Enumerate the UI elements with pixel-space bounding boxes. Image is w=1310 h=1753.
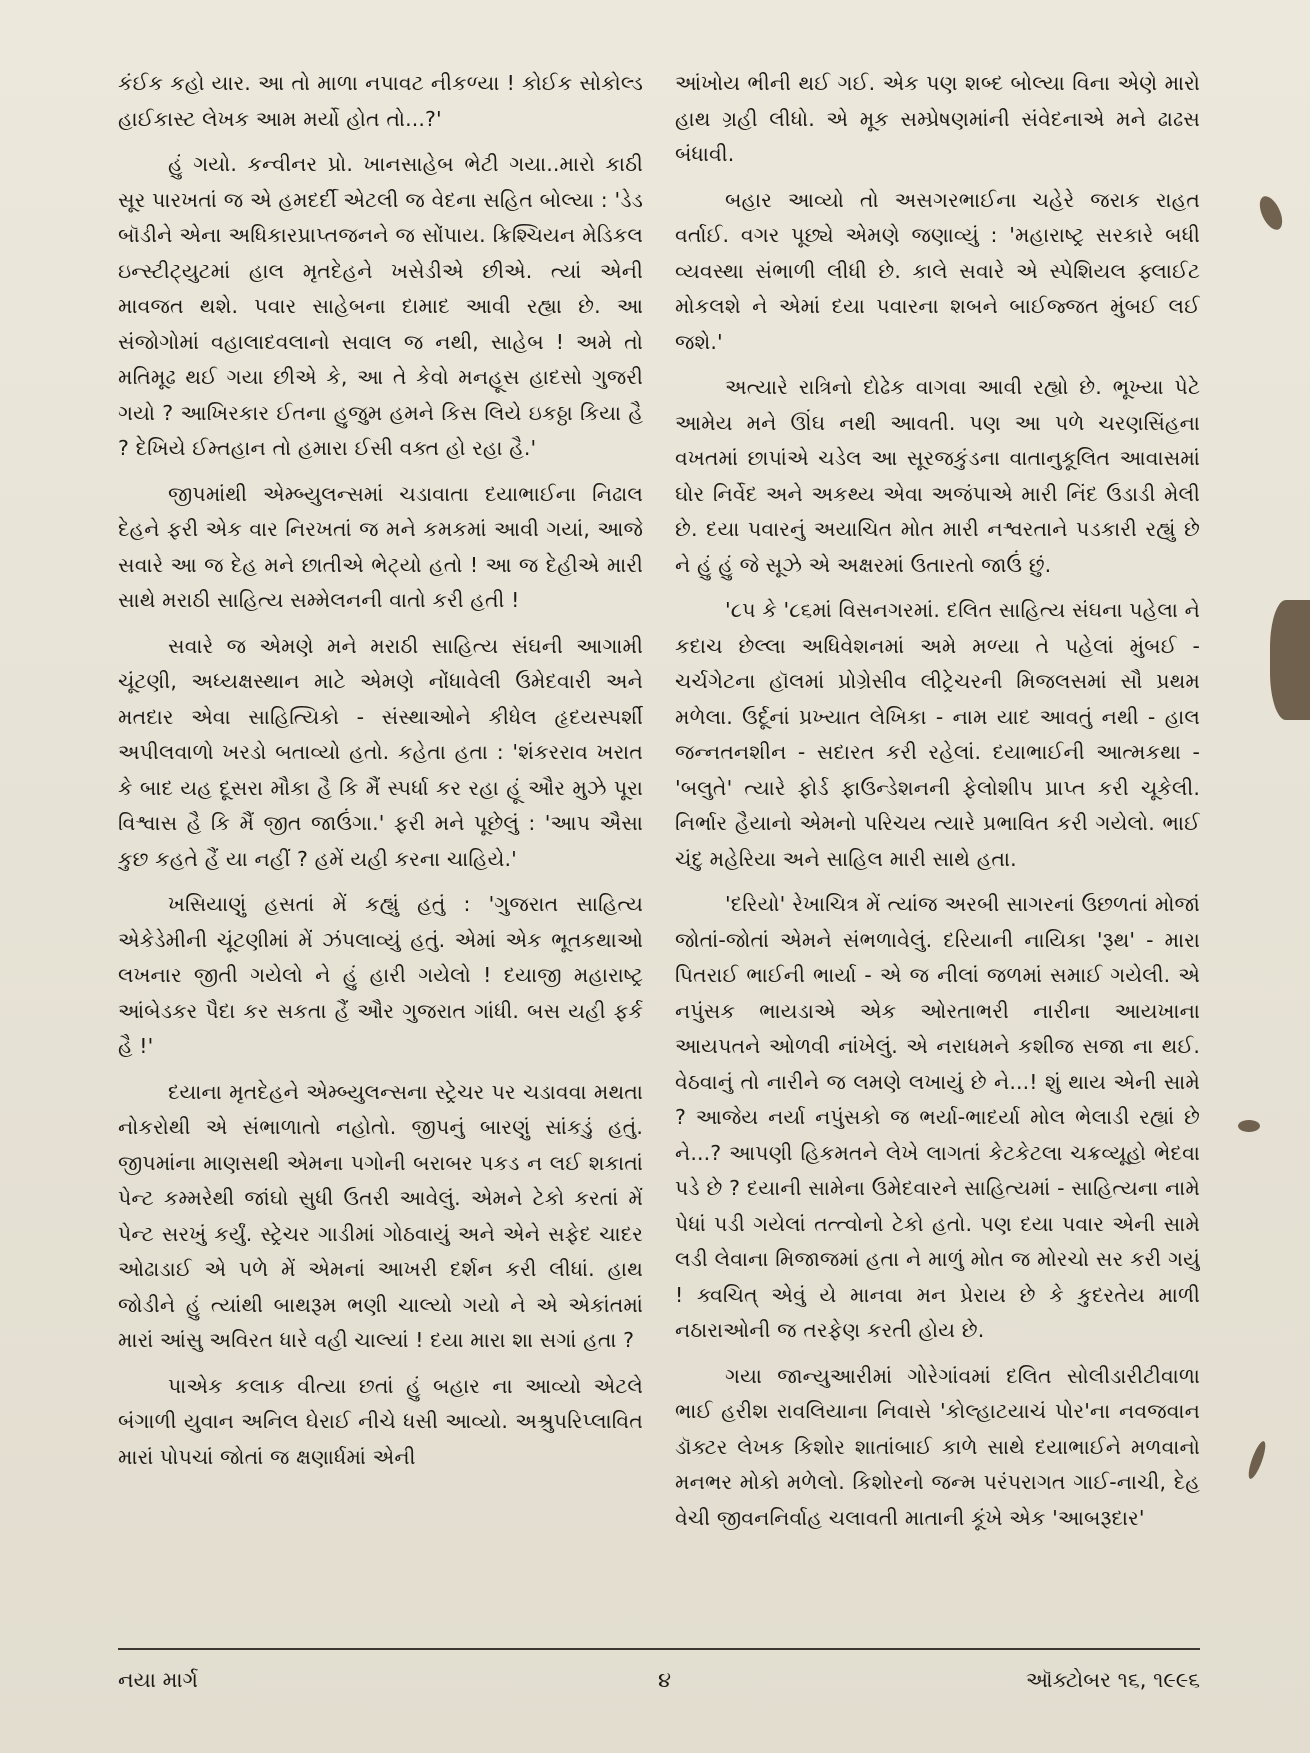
paragraph: ગયા જાન્યુઆરીમાં ગોરેગાંવમાં દલિત સોલીડારીટીવાળા ભાઈ હરીશ રાવલિયાના નિવાસે 'કોલ્હાટયાચં પોર'ના નવજવાન ડૉક્ટર લેખક કિશોર શાતાંબાઈ કાળે સાથે દયાભાઈને મળવાનો મનભર મોકો મળેલો. કિશોરનો જન્મ પરંપરાગત ગાઈ-નાચી, દેહ વેચી જીવનનિર્વાહ ચલાવતી માતાની કૂંખે એક 'આબરૂદાર'	[675, 1363, 1200, 1530]
paper-tear-mark	[1255, 193, 1287, 233]
paragraph: જીપમાંથી એમ્બ્યુલન્સમાં ચડાવાતા દયાભાઈના નિઢાલ દેહને ફરી એક વાર નિરખતાં જ મને કમકમાં આવી ગયાં, આજે સવારે આ જ દેહ મને છાતીએ ભેટ્યો હતો ! આ જ દેહીએ મારી સાથે મરાઠી સાહિત્ય સમ્મેલનની વાતો કરી હતી !	[118, 481, 643, 612]
paper-tear-mark	[1270, 600, 1310, 720]
paragraph: ખસિયાણું હસતાં મેં કહ્યું હતું : 'ગુજરાત સાહિત્ય એકેડેમીની ચૂંટણીમાં મેં ઝંપલાવ્યું હતું. એમાં એક ભૂતકથાઓ લખનાર જીતી ગયેલો ને હું હારી ગયેલો ! દયાજી મહારાષ્ટ્ર આંબેડકર પૈદા કર સકતા હૈં ઔર ગુજરાત ગાંધી. બસ યહી ફર્ક હૈ !'	[118, 892, 643, 1058]
article-columns	[118, 66, 1200, 1638]
paragraph: દયાના મૃતદેહને એમ્બ્યુલન્સના સ્ટ્રેચર પર ચડાવવા મથતા નોકરોથી એ સંભાળાતો નહોતો. જીપનું બારણું સાંકડું હતું. જીપમાંના માણસથી એમના પગોની બરાબર પકડ ન લઈ શકાતાં પેન્ટ કમ્મરેથી જાંઘો સુધી ઉતરી આવેલું. એમને ટેકો કરતાં મેં પેન્ટ સરખું કર્યું. સ્ટ્રેચર ગાડીમાં ગોઠવાયું અને એને સફેદ ચાદર ઓઢાડાઈ એ પળે મેં એમનાં આખરી દર્શન કરી લીધાં. હાથ જોડીને હું ત્યાંથી બાથરૂમ ભણી ચાલ્યો ગયો ને એ એકાંતમાં મારાં આંસુ અવિરત ધારે વહી ચાલ્યાં ! દયા મારા શા સગાં હતા ?	[118, 1079, 643, 1352]
paragraph: 'દરિયો' રેખાચિત્ર મેં ત્યાંજ અરબી સાગરનાં ઉછળતાં મોજાં જોતાં-જોતાં એમને સંભળાવેલું. દરિયાની નાયિકા 'રૂથ' - મારા પિતરાઈ ભાઈની ભાર્યા - એ જ નીલાં જળમાં સમાઈ ગયેલી. એ નપુંસક ભાયડાએ એક ઓરતાભરી નારીના આયખાના આયપતને ઓળવી નાંખેલું. એ નરાધમને કશીજ સજા ના થઈ. વેઠવાનું તો નારીને જ લમણે લખાયું છે ને...! શું થાય એની સામે ? આજેય નર્યા નપુંસકો જ ભર્યા-ભાદર્યા મોલ ભેલાડી રહ્યાં છે ને...? આપણી હિકમતને લેખે લાગતાં કેટકેટલા ચક્રવ્યૂહો ભેદવા પડે છે ? દયાની સામેના ઉમેદવારને સાહિત્યમાં - સાહિત્યના નામે પેધાં પડી ગયેલાં તત્ત્વોનો ટેકો હતો. પણ દયા પવાર એની સામે લડી લેવાના મિજાજમાં હતા ને માળું મોત જ મોરચો સર કરી ગયું ! ક્વચિત્ એવું યે માનવા મન પ્રેરાય છે કે કુદરતેય માળી નઠારાઓની જ તરફેણ કરતી હોય છે.	[675, 892, 1200, 1342]
paragraph: કંઈક કહો યાર. આ તો માળા નપાવટ નીકળ્યા ! કોઈક સોકોલ્ડ હાઈકાસ્ટ લેખક આમ મર્યો હોત તો...?'	[118, 71, 643, 131]
paragraph: પાએક કલાક વીત્યા છતાં હું બહાર ના આવ્યો એટલે બંગાળી યુવાન અનિલ ઘેરાઈ નીચે ધસી આવ્યો. અશ્રુપરિપ્લાવિત મારાં પોપચાં જોતાં જ ક્ષણાર્ધમાં એની	[118, 1373, 643, 1469]
footer-divider	[118, 1648, 1200, 1650]
issue-date: ઑક્ટોબર ૧૬, ૧૯૯૬	[1025, 1668, 1200, 1692]
left-column	[118, 66, 643, 1638]
paper-tear-mark	[1238, 1120, 1260, 1132]
paragraph: હું ગયો. કન્વીનર પ્રો. ખાનસાહેબ ભેટી ગયા..મારો કાઠી સૂર પારખતાં જ એ હમદર્દી એટલી જ વેદના સહિત બોલ્યા : 'ડેડ બૉડીને એના અધિકારપ્રાપ્તજનને જ સોંપાય. ક્રિશ્ચિયન મેડિકલ ઇન્સ્ટીટ્યુટમાં હાલ મૃતદેહને ખસેડીએ છીએ. ત્યાં એની માવજત થશે. પવાર સાહેબના દામાદ આવી રહ્યા છે. આ સંજોગોમાં વહાલાદવલાનો સવાલ જ નથી, સાહેબ ! અમે તો મતિમૂઢ થઈ ગયા છીએ કે, આ તે કેવો મનહૂસ હાદસો ગુજરી ગયો ? આખિરકાર ઈતના હુજુમ હમને કિસ લિયે ઇકઠ્ઠા કિયા હૈ ? દેખિયે ઈમ્તહાન તો હમારા ઈસી વક્ત હો રહા હૈ.'	[118, 152, 643, 460]
paragraph: સવારે જ એમણે મને મરાઠી સાહિત્ય સંઘની આગામી ચૂંટણી, અધ્યક્ષસ્થાન માટે એમણે નોંધાવેલી ઉમેદવારી અને મતદાર એવા સાહિત્યિકો - સંસ્થાઓને કીધેલ હૃદયસ્પર્શી અપીલવાળો ખરડો બતાવ્યો હતો. કહેતા હતા : 'શંકરરાવ ખરાત કે બાદ યહ દૂસરા મૌકા હૈ કિ મૈં સ્પર્ધા કર રહા હૂં ઔર મુઝે પૂરા વિશ્વાસ હૈ કિ મૈં જીત જાઉંગા.' ફરી મને પૂછેલું : 'આપ ઐસા કુછ કહતે હૈં યા નહીં ? હમેં યહી કરના ચાહિયે.'	[118, 633, 643, 871]
page-footer	[118, 1660, 1200, 1700]
page-number: ૪	[658, 1668, 672, 1692]
paragraph: અત્યારે રાત્રિનો દોઢેક વાગવા આવી રહ્યો છે. ભૂખ્યા પેટે આમેય મને ઊંઘ નથી આવતી. પણ આ પળે ચરણસિંહના વખતમાં છાપાંએ ચડેલ આ સૂરજકુંડના વાતાનુકૂલિત આવાસમાં ઘોર નિર્વેદ અને અકથ્ય એવા અજંપાએ મારી નિંદ ઉડાડી મેલી છે. દયા પવારનું અયાચિત મોત મારી નશ્વરતાને પડકારી રહ્યું છે ને હું હું જે સૂઝે એ અક્ષરમાં ઉતારતો જાઉં છું.	[675, 375, 1200, 577]
paragraph: '૮૫ કે '૮૬માં વિસનગરમાં. દલિત સાહિત્ય સંઘના પહેલા ને કદાચ છેલ્લા અધિવેશનમાં અમે મળ્યા તે પહેલાં મુંબઈ - ચર્ચગેટના હૉલમાં પ્રોગ્રેસીવ લીટ્રેચરની મિજલસમાં સૌ પ્રથમ મળેલા. ઉર્દૂનાં પ્રખ્યાત લેખિકા - નામ યાદ આવતું નથી - હાલ જન્નતનશીન - સદારત કરી રહેલાં. દયાભાઈની આત્મકથા - 'બલુતે' ત્યારે ફોર્ડ ફાઉન્ડેશનની ફેલોશીપ પ્રાપ્ત કરી ચૂકેલી. નિર્ભાર હૈયાનો એમનો પરિચય ત્યારે પ્રભાવિત કરી ગયેલો. ભાઈ ચંદુ મહેરિયા અને સાહિલ મારી સાથે હતા.	[675, 598, 1200, 871]
paragraph: બહાર આવ્યો તો અસગરભાઈના ચહેરે જરાક રાહત વર્તાઈ. વગર પૂછ્યે એમણે જણાવ્યું : 'મહારાષ્ટ્ર સરકારે બધી વ્યવસ્થા સંભાળી લીધી છે. કાલે સવારે એ સ્પેશિયલ ફ્લાઈટ મોકલશે ને એમાં દયા પવારના શબને બાઈજ્જત મુંબઈ લઈ જશે.'	[675, 187, 1200, 354]
paragraph: આંખોય ભીની થઈ ગઈ. એક પણ શબ્દ બોલ્યા વિના એણે મારો હાથ ગ્રહી લીધો. એ મૂક સમ્પ્રેષણમાંની સંવેદનાએ મને ઢાઢસ બંધાવી.	[675, 71, 1200, 166]
magazine-name: નયા માર્ગ	[118, 1668, 198, 1692]
right-column	[675, 66, 1200, 1638]
paper-tear-mark	[1245, 1439, 1268, 1480]
